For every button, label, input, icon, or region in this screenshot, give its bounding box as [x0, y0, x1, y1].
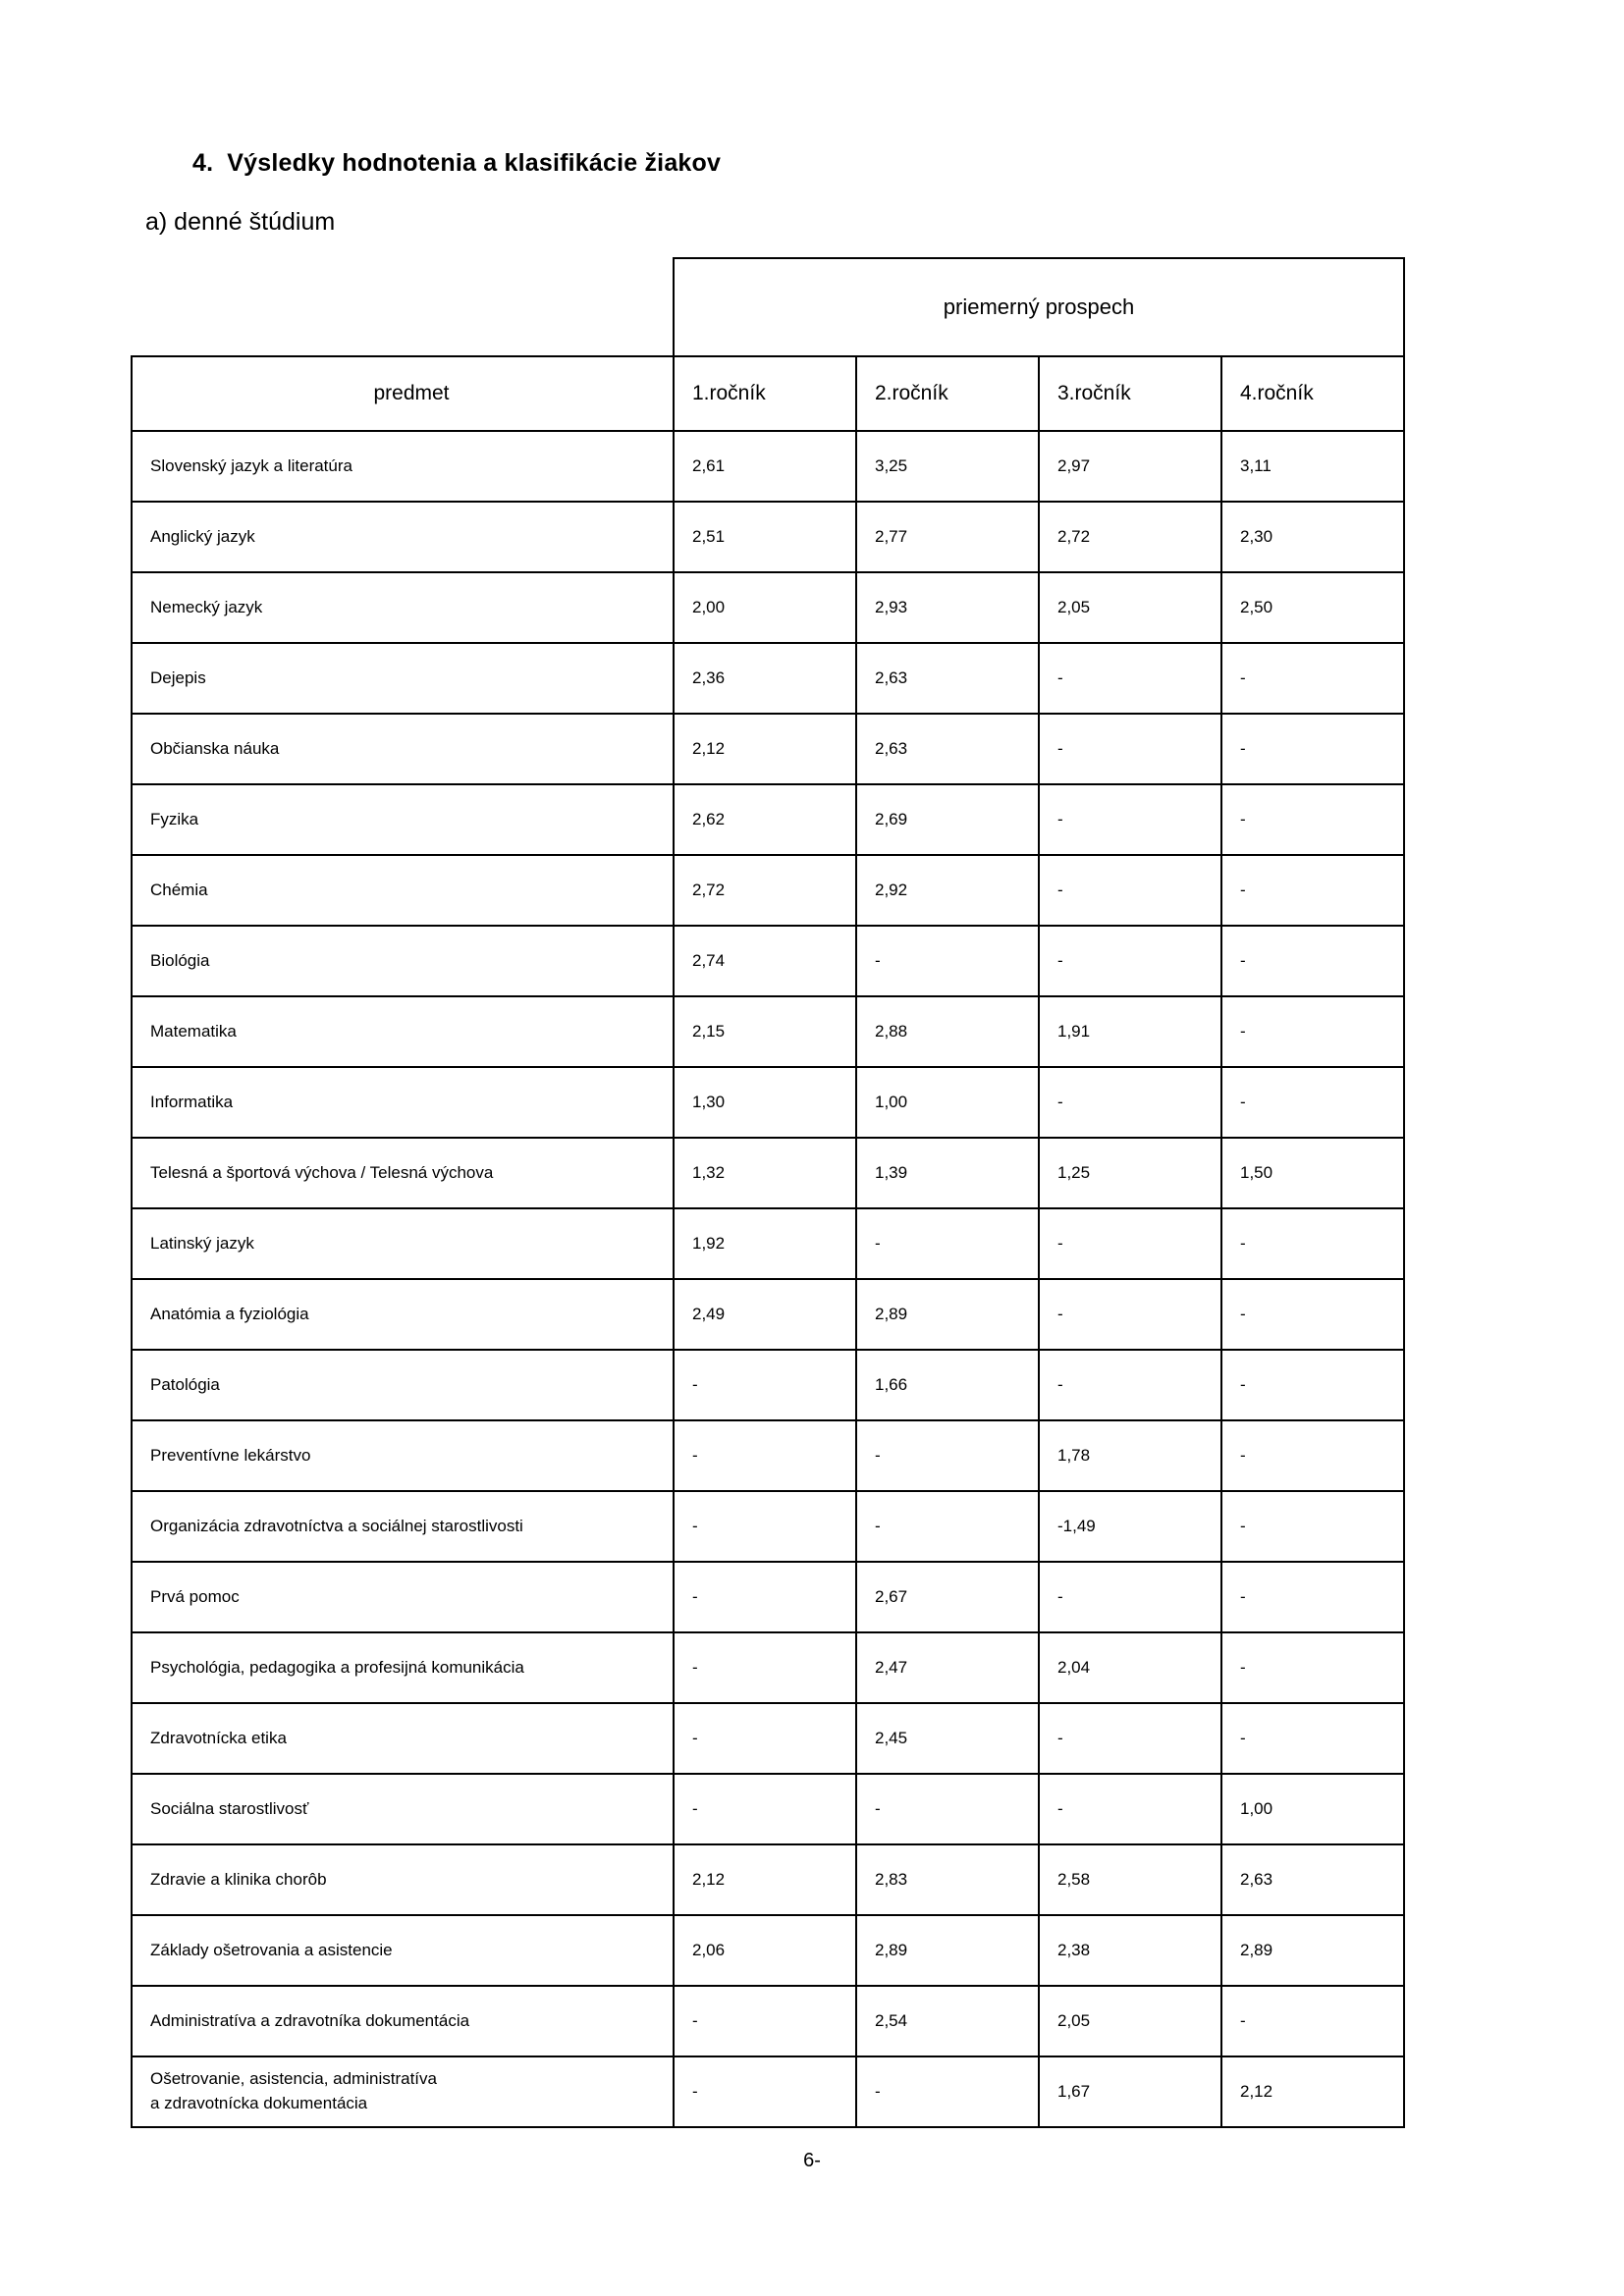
- table-row: [132, 714, 1404, 784]
- cell-year4-value: -: [1221, 1279, 1404, 1350]
- cell-year2-value: -: [856, 1420, 1039, 1491]
- cell-year1-value: 2,72: [674, 855, 856, 926]
- cell-year1-value: -: [674, 2056, 856, 2127]
- table-corner-cell: [132, 258, 674, 356]
- cell-year1-value: 2,61: [674, 431, 856, 502]
- cell-year3-value: 2,58: [1039, 1844, 1221, 1915]
- table-column-header-row: [132, 356, 1404, 431]
- cell-year4-value: 2,89: [1221, 1915, 1404, 1986]
- table-row: [132, 1774, 1404, 1844]
- cell-year3-value: -: [1039, 1350, 1221, 1420]
- cell-subject: Zdravotnícka etika: [132, 1703, 674, 1774]
- cell-year1-value: 2,12: [674, 714, 856, 784]
- cell-subject: Sociálna starostlivosť: [132, 1774, 674, 1844]
- cell-year4-value: 3,11: [1221, 431, 1404, 502]
- cell-year1-value: 2,49: [674, 1279, 856, 1350]
- cell-year2-value: 2,92: [856, 855, 1039, 926]
- table-body: [132, 431, 1404, 2127]
- cell-subject: Slovenský jazyk a literatúra: [132, 431, 674, 502]
- cell-year4-value: -: [1221, 855, 1404, 926]
- cell-year4-value: -: [1221, 926, 1404, 996]
- cell-subject: Psychológia, pedagogika a profesijná komunikácia: [132, 1632, 674, 1703]
- cell-year4-value: -: [1221, 1208, 1404, 1279]
- table-row: [132, 855, 1404, 926]
- page-title: [192, 149, 721, 178]
- column-header-year3: 3.ročník: [1039, 356, 1221, 431]
- cell-year1-value: -: [674, 1350, 856, 1420]
- page-title-number: 4.: [192, 149, 214, 177]
- cell-year3-value: 2,38: [1039, 1915, 1221, 1986]
- cell-year1-value: 2,00: [674, 572, 856, 643]
- cell-year3-value: -: [1039, 1067, 1221, 1138]
- cell-year1-value: 1,30: [674, 1067, 856, 1138]
- cell-year4-value: -: [1221, 1703, 1404, 1774]
- cell-year1-value: 2,12: [674, 1844, 856, 1915]
- cell-subject: Dejepis: [132, 643, 674, 714]
- cell-year1-value: -: [674, 1632, 856, 1703]
- cell-subject: Biológia: [132, 926, 674, 996]
- table-row: [132, 2056, 1404, 2127]
- cell-subject: Preventívne lekárstvo: [132, 1420, 674, 1491]
- cell-subject: Nemecký jazyk: [132, 572, 674, 643]
- cell-year3-value: -: [1039, 643, 1221, 714]
- column-header-year1: 1.ročník: [674, 356, 856, 431]
- cell-year2-value: 1,00: [856, 1067, 1039, 1138]
- cell-year1-value: -: [674, 1562, 856, 1632]
- table-row: [132, 784, 1404, 855]
- cell-subject: Matematika: [132, 996, 674, 1067]
- table-row: [132, 1138, 1404, 1208]
- cell-subject: Patológia: [132, 1350, 674, 1420]
- table-group-header-row: [132, 258, 1404, 356]
- cell-subject: Anatómia a fyziológia: [132, 1279, 674, 1350]
- cell-year1-value: -: [674, 1703, 856, 1774]
- cell-subject: Chémia: [132, 855, 674, 926]
- cell-year4-value: -: [1221, 643, 1404, 714]
- table-row: [132, 1703, 1404, 1774]
- cell-year2-value: 2,63: [856, 643, 1039, 714]
- cell-year1-value: -: [674, 1986, 856, 2056]
- cell-year3-value: -: [1039, 926, 1221, 996]
- cell-year3-value: -1,49: [1039, 1491, 1221, 1562]
- cell-year4-value: 1,00: [1221, 1774, 1404, 1844]
- cell-year3-value: 1,25: [1039, 1138, 1221, 1208]
- table-row: [132, 572, 1404, 643]
- cell-year4-value: -: [1221, 1562, 1404, 1632]
- cell-year2-value: -: [856, 1208, 1039, 1279]
- cell-year4-value: 2,63: [1221, 1844, 1404, 1915]
- cell-year2-value: 2,69: [856, 784, 1039, 855]
- cell-year2-value: 2,54: [856, 1986, 1039, 2056]
- cell-year2-value: 3,25: [856, 431, 1039, 502]
- table-row: [132, 996, 1404, 1067]
- table-row: [132, 643, 1404, 714]
- cell-year3-value: 1,78: [1039, 1420, 1221, 1491]
- cell-year1-value: 2,51: [674, 502, 856, 572]
- cell-subject: Latinský jazyk: [132, 1208, 674, 1279]
- cell-year3-value: 2,05: [1039, 572, 1221, 643]
- cell-year4-value: 1,50: [1221, 1138, 1404, 1208]
- cell-year4-value: -: [1221, 1491, 1404, 1562]
- table-row: [132, 1986, 1404, 2056]
- cell-year3-value: -: [1039, 855, 1221, 926]
- cell-subject: Anglický jazyk: [132, 502, 674, 572]
- cell-year3-value: -: [1039, 1279, 1221, 1350]
- cell-subject: Prvá pomoc: [132, 1562, 674, 1632]
- cell-subject: Základy ošetrovania a asistencie: [132, 1915, 674, 1986]
- table-row: [132, 431, 1404, 502]
- cell-year2-value: -: [856, 926, 1039, 996]
- cell-year4-value: -: [1221, 784, 1404, 855]
- cell-year2-value: 2,89: [856, 1279, 1039, 1350]
- cell-year1-value: 2,06: [674, 1915, 856, 1986]
- cell-subject: Ošetrovanie, asistencia, administratíva a zdravotnícka dokumentácia: [132, 2056, 674, 2127]
- cell-year2-value: -: [856, 1774, 1039, 1844]
- cell-year2-value: 2,89: [856, 1915, 1039, 1986]
- cell-year3-value: 1,67: [1039, 2056, 1221, 2127]
- table-row: [132, 1420, 1404, 1491]
- cell-subject: Fyzika: [132, 784, 674, 855]
- cell-year2-value: 2,88: [856, 996, 1039, 1067]
- cell-subject: Administratíva a zdravotníka dokumentácia: [132, 1986, 674, 2056]
- cell-year4-value: -: [1221, 1350, 1404, 1420]
- cell-subject: Organizácia zdravotníctva a sociálnej starostlivosti: [132, 1491, 674, 1562]
- cell-year4-value: -: [1221, 1067, 1404, 1138]
- cell-year3-value: -: [1039, 714, 1221, 784]
- cell-year4-value: -: [1221, 996, 1404, 1067]
- column-header-subject: predmet: [132, 356, 674, 431]
- grades-table: [131, 257, 1405, 2128]
- cell-year4-value: 2,50: [1221, 572, 1404, 643]
- column-header-year4: 4.ročník: [1221, 356, 1404, 431]
- column-header-year2: 2.ročník: [856, 356, 1039, 431]
- cell-year4-value: -: [1221, 1986, 1404, 2056]
- table-row: [132, 1844, 1404, 1915]
- cell-year1-value: -: [674, 1774, 856, 1844]
- section-subtitle: a) denné štúdium: [145, 208, 336, 236]
- table-row: [132, 1491, 1404, 1562]
- cell-year2-value: -: [856, 2056, 1039, 2127]
- table-row: [132, 1915, 1404, 1986]
- cell-year1-value: 2,74: [674, 926, 856, 996]
- cell-year1-value: 1,32: [674, 1138, 856, 1208]
- table-row: [132, 1208, 1404, 1279]
- cell-year3-value: 2,05: [1039, 1986, 1221, 2056]
- cell-year3-value: 1,91: [1039, 996, 1221, 1067]
- cell-year4-value: -: [1221, 714, 1404, 784]
- cell-year4-value: -: [1221, 1420, 1404, 1491]
- cell-year1-value: 2,36: [674, 643, 856, 714]
- cell-subject: Telesná a športová výchova / Telesná výchova: [132, 1138, 674, 1208]
- cell-year2-value: 2,77: [856, 502, 1039, 572]
- cell-year2-value: 1,66: [856, 1350, 1039, 1420]
- cell-subject: Informatika: [132, 1067, 674, 1138]
- table-row: [132, 1350, 1404, 1420]
- table-row: [132, 1279, 1404, 1350]
- cell-year2-value: 2,83: [856, 1844, 1039, 1915]
- table-row: [132, 1562, 1404, 1632]
- cell-year3-value: 2,97: [1039, 431, 1221, 502]
- cell-subject: Občianska náuka: [132, 714, 674, 784]
- cell-year1-value: 1,92: [674, 1208, 856, 1279]
- cell-year2-value: 2,67: [856, 1562, 1039, 1632]
- table-row: [132, 926, 1404, 996]
- cell-year3-value: -: [1039, 1208, 1221, 1279]
- table-row: [132, 1067, 1404, 1138]
- cell-year3-value: -: [1039, 784, 1221, 855]
- cell-year1-value: -: [674, 1491, 856, 1562]
- cell-year3-value: -: [1039, 1703, 1221, 1774]
- table-row: [132, 1632, 1404, 1703]
- cell-year2-value: 2,47: [856, 1632, 1039, 1703]
- cell-year3-value: 2,72: [1039, 502, 1221, 572]
- cell-subject: Zdravie a klinika chorôb: [132, 1844, 674, 1915]
- table-header: [132, 258, 1404, 431]
- cell-year4-value: -: [1221, 1632, 1404, 1703]
- cell-year4-value: 2,30: [1221, 502, 1404, 572]
- cell-year2-value: 2,93: [856, 572, 1039, 643]
- cell-year2-value: 2,63: [856, 714, 1039, 784]
- cell-year1-value: 2,15: [674, 996, 856, 1067]
- page-title-text: Výsledky hodnotenia a klasifikácie žiakov: [227, 149, 722, 177]
- cell-year1-value: 2,62: [674, 784, 856, 855]
- cell-year2-value: 2,45: [856, 1703, 1039, 1774]
- group-header-average-grade: priemerný prospech: [674, 258, 1404, 356]
- page-number: 6-: [803, 2150, 821, 2171]
- cell-year2-value: -: [856, 1491, 1039, 1562]
- cell-year3-value: 2,04: [1039, 1632, 1221, 1703]
- cell-year4-value: 2,12: [1221, 2056, 1404, 2127]
- cell-year2-value: 1,39: [856, 1138, 1039, 1208]
- cell-year3-value: -: [1039, 1774, 1221, 1844]
- cell-year1-value: -: [674, 1420, 856, 1491]
- cell-year3-value: -: [1039, 1562, 1221, 1632]
- table-row: [132, 502, 1404, 572]
